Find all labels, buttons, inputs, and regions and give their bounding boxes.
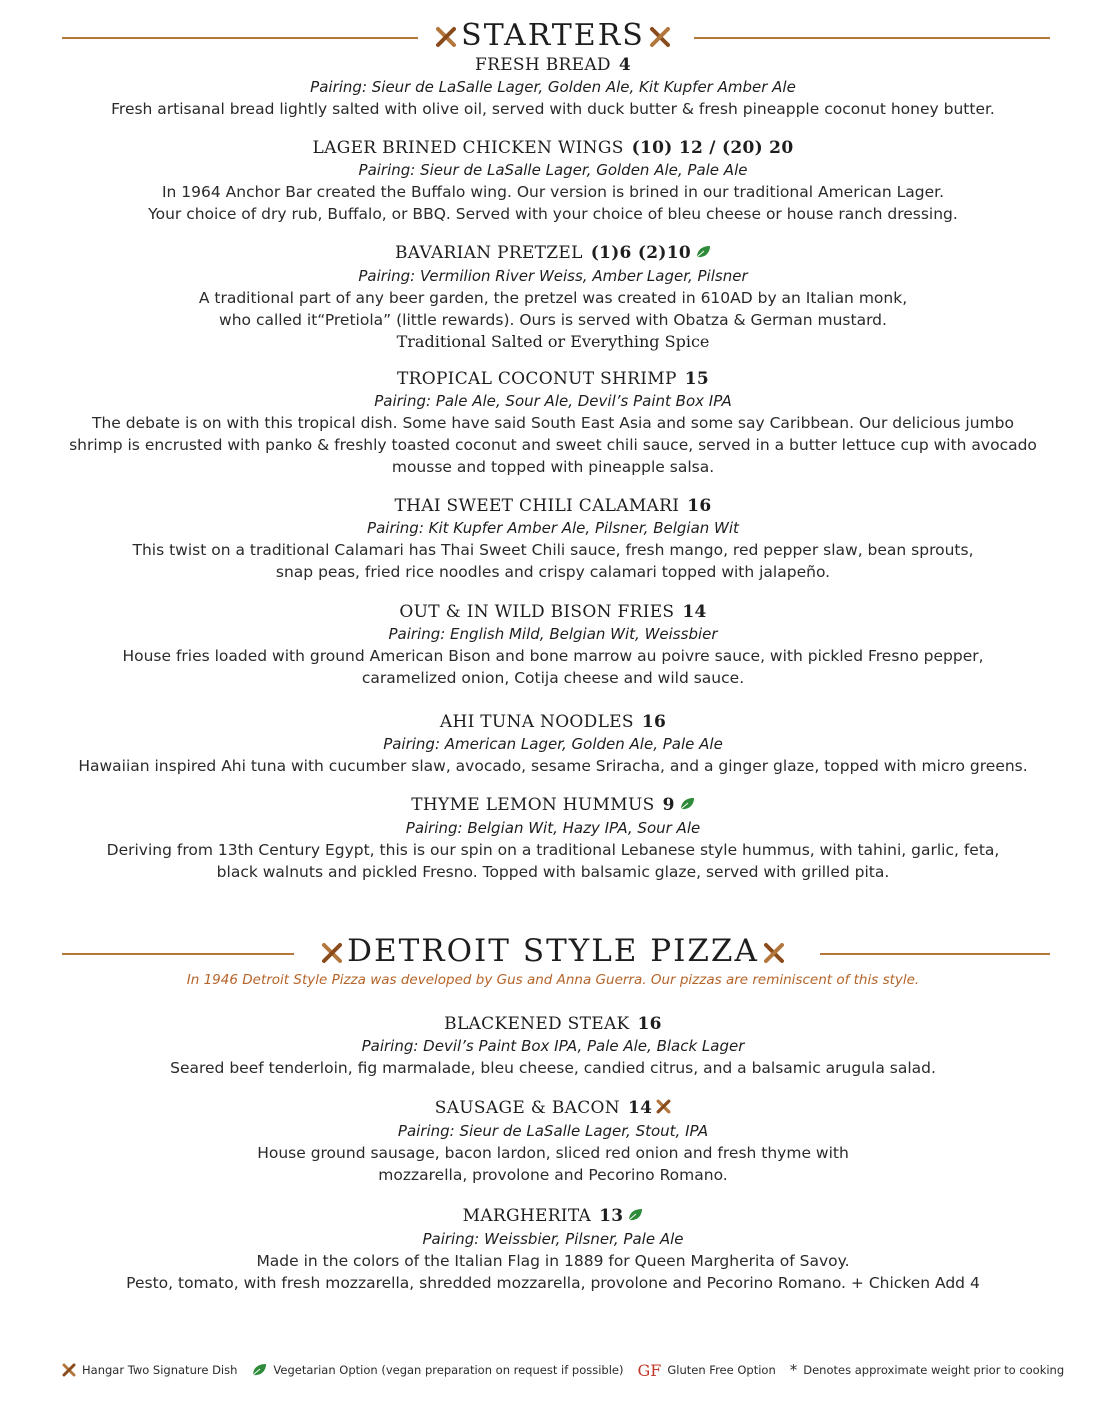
item-name-row (0, 137, 1106, 159)
item-name: AHI TUNA NOODLES (439, 712, 634, 732)
item-option: Traditional Salted or Everything Spice (396, 331, 710, 351)
item-pairing: Pairing: Devil’s Paint Box IPA, Pale Ale, Black Lager (361, 1037, 745, 1055)
item-name-row (0, 242, 1106, 265)
leaf-icon (679, 795, 695, 817)
item-description: In 1964 Anchor Bar created the Buffalo wing. Our version is brined in our traditional American Lager. (161, 183, 945, 201)
item-price: 16 (687, 496, 712, 516)
item-name-row (0, 601, 1106, 623)
item-name-row (0, 711, 1106, 733)
item-description: mozzarella, provolone and Pecorino Romano. (378, 1165, 728, 1184)
item-description: Your choice of dry rub, Buffalo, or BBQ. Served with your choice of bleu cheese or house ranch dressing. (148, 205, 958, 223)
signature-x-icon (62, 1363, 76, 1377)
item-name-row (0, 495, 1106, 517)
item-pairing: Pairing: Sieur de LaSalle Lager, Golden Ale, Pale Ale (358, 161, 748, 179)
leaf-icon (251, 1363, 267, 1377)
legend-item-vegetarian (251, 1363, 623, 1377)
item-description: caramelized onion, Cotija cheese and wild sauce. (361, 669, 745, 687)
item-description: Hawaiian inspired Ahi tuna with cucumber slaw, avocado, sesame Sriracha, and a ginger glaze, topped with micro greens. (78, 757, 1028, 775)
item-pairing: Pairing: Pale Ale, Sour Ale, Devil’s Paint Box IPA (374, 392, 732, 410)
item-description: who called it“Pretiola” (little rewards). Ours is served with Obatza & German mustard. (219, 310, 887, 329)
legend-label: Hangar Two Signature Dish (82, 1363, 238, 1377)
item-description: snap peas, fried rice noodles and crispy calamari topped with jalapeño. (275, 563, 831, 581)
menu-item (0, 242, 1106, 353)
item-price: (10) 12 / (20) 20 (631, 138, 794, 158)
item-name: TROPICAL COCONUT SHRIMP (396, 369, 677, 389)
item-price: 14 (682, 602, 707, 622)
item-name: THAI SWEET CHILI CALAMARI (394, 496, 680, 516)
item-name: BLACKENED STEAK (444, 1014, 630, 1034)
item-description: Pesto, tomato, with fresh mozzarella, shredded mozzarella, provolone and Pecorino Romano. + Chicken Add 4 (126, 1273, 980, 1292)
item-name-row (0, 1205, 1106, 1228)
legend-label: Vegetarian Option (vegan preparation on request if possible) (273, 1363, 624, 1377)
legend-label: Denotes approximate weight prior to cooking (803, 1363, 1065, 1377)
legend-item-weight (790, 1361, 1064, 1379)
item-price: 16 (637, 1014, 662, 1034)
menu-item (0, 794, 1106, 883)
legend-item-signature (62, 1363, 237, 1377)
item-pairing: Pairing: Sieur de LaSalle Lager, Stout, IPA (397, 1121, 709, 1140)
item-name-row (0, 54, 1106, 76)
menu-item (0, 137, 1106, 225)
item-name-row (0, 368, 1106, 390)
star-symbol: * (789, 1361, 798, 1379)
item-description: The debate is on with this tropical dish. Some have said South East Asia and some say Caribbean. Our delicious jumbo (92, 414, 1014, 432)
menu-item (0, 495, 1106, 583)
item-name: SAUSAGE & BACON (434, 1098, 620, 1118)
signature-x-icon (435, 26, 457, 48)
item-price: 13 (599, 1206, 624, 1226)
signature-x-icon (649, 26, 671, 48)
signature-x-icon (763, 942, 785, 964)
pizza-subtitle: In 1946 Detroit Style Pizza was developed by Gus and Anna Guerra. Our pizzas are reminiscent of this style. (186, 972, 920, 988)
item-pairing: Pairing: Weissbier, Pilsner, Pale Ale (422, 1229, 684, 1248)
menu-item (0, 368, 1106, 478)
item-description: Seared beef tenderloin, fig marmalade, bleu cheese, candied citrus, and a balsamic arugula salad. (170, 1059, 936, 1077)
item-description: mousse and topped with pineapple salsa. (391, 458, 715, 476)
menu-item (0, 601, 1106, 689)
item-name: MARGHERITA (462, 1206, 592, 1226)
item-name: THYME LEMON HUMMUS (411, 795, 655, 815)
item-pairing: Pairing: Vermilion River Weiss, Amber Lager, Pilsner (358, 266, 748, 285)
pizza-header (0, 930, 1106, 970)
item-name-row (0, 1013, 1106, 1035)
legend (62, 1359, 1078, 1381)
item-name: LAGER BRINED CHICKEN WINGS (312, 138, 624, 158)
item-price: (1)6 (2)10 (590, 243, 691, 263)
item-price: 14 (627, 1098, 653, 1118)
signature-x-icon (321, 942, 343, 964)
item-price: 16 (641, 712, 667, 732)
item-name: OUT & IN WILD BISON FRIES (399, 602, 675, 622)
item-pairing: Pairing: English Mild, Belgian Wit, Weissbier (388, 625, 718, 643)
item-description: House ground sausage, bacon lardon, sliced red onion and fresh thyme with (257, 1143, 849, 1162)
starters-header (0, 16, 1106, 56)
legend-item-gluten-free (637, 1361, 775, 1380)
item-name: BAVARIAN PRETZEL (395, 243, 583, 263)
item-name-row (0, 794, 1106, 817)
legend-label: Gluten Free Option (667, 1363, 776, 1377)
item-description: House fries loaded with ground American Bison and bone marrow au poivre sauce, with pickled Fresno pepper, (122, 647, 984, 665)
item-description: This twist on a traditional Calamari has Thai Sweet Chili sauce, fresh mango, red pepper slaw, bean sprouts, (132, 541, 974, 559)
item-description: Made in the colors of the Italian Flag in 1889 for Queen Margherita of Savoy. (256, 1251, 850, 1270)
item-price: 15 (684, 369, 710, 389)
item-price: 9 (662, 795, 675, 815)
section-title: STARTERS (461, 18, 645, 53)
item-pairing: Pairing: Kit Kupfer Amber Ale, Pilsner, Belgian Wit (367, 519, 739, 537)
menu-item (0, 1013, 1106, 1079)
leaf-icon (695, 243, 711, 265)
gf-symbol: GF (637, 1360, 662, 1380)
item-name: FRESH BREAD (475, 55, 611, 75)
menu-item (0, 1205, 1106, 1294)
item-pairing: Pairing: Belgian Wit, Hazy IPA, Sour Ale (405, 818, 701, 837)
item-name-row (0, 1097, 1106, 1120)
item-description: Fresh artisanal bread lightly salted with olive oil, served with duck butter & fresh pineapple coconut honey butter. (111, 100, 995, 118)
menu-item (0, 1097, 1106, 1186)
item-description: A traditional part of any beer garden, the pretzel was created in 610AD by an Italian monk, (198, 288, 908, 307)
item-description: Deriving from 13th Century Egypt, this is our spin on a traditional Lebanese style hummus, with tahini, garlic, feta, (106, 840, 1000, 859)
item-pairing: Pairing: Sieur de LaSalle Lager, Golden Ale, Kit Kupfer Amber Ale (310, 78, 796, 96)
signature-x-icon (656, 1098, 671, 1120)
item-description: shrimp is encrusted with panko & freshly toasted coconut and sweet chili sauce, served in a butter lettuce cup with avocado (69, 436, 1037, 454)
item-pairing: Pairing: American Lager, Golden Ale, Pale Ale (383, 735, 723, 753)
menu-item (0, 711, 1106, 777)
leaf-icon (627, 1206, 643, 1228)
item-description: black walnuts and pickled Fresno. Topped with balsamic glaze, served with grilled pita. (216, 862, 890, 881)
section-title: DETROIT STYLE PIZZA (347, 933, 759, 969)
menu-item (0, 54, 1106, 120)
item-price: 4 (618, 55, 631, 75)
